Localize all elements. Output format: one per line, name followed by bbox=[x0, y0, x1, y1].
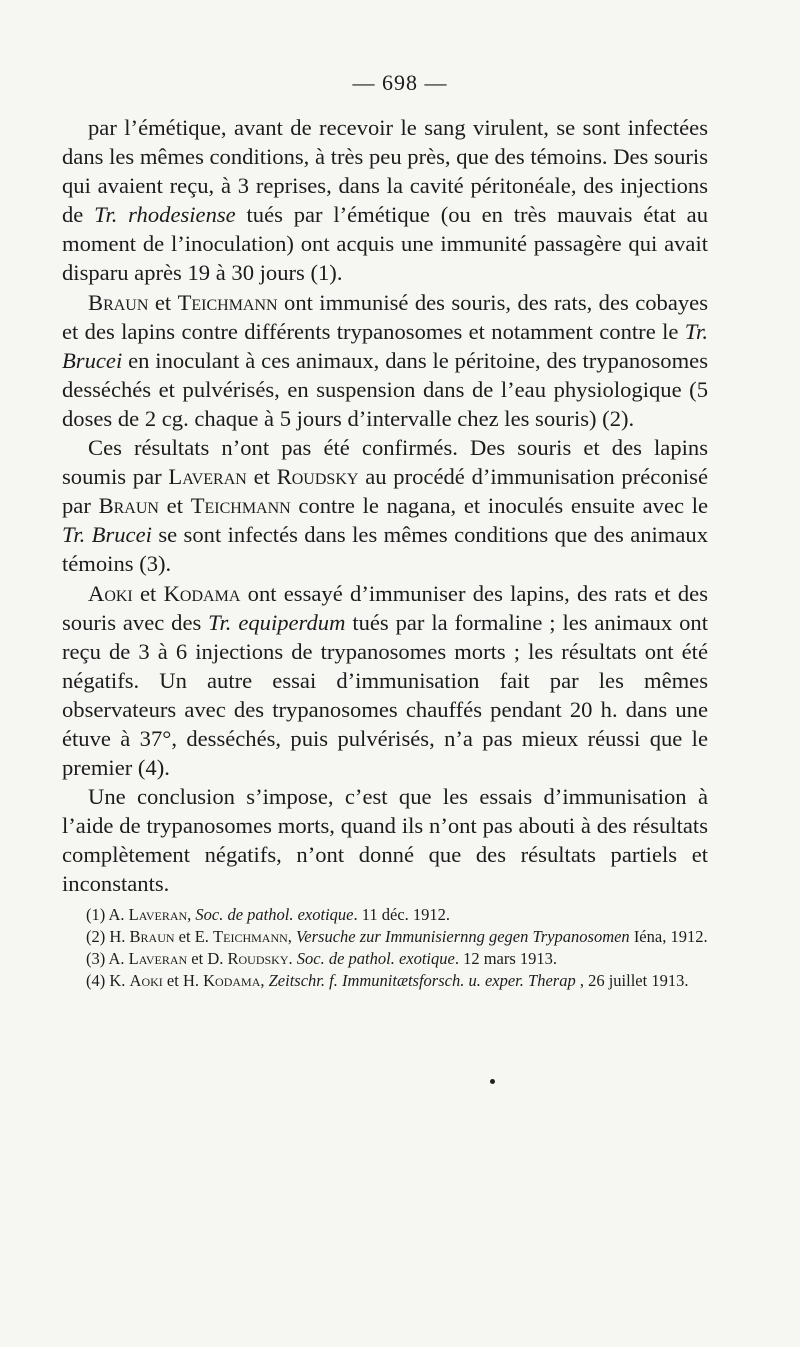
text-run: ont essayé d’immuniser des lapins, des rats et des souris avec des bbox=[62, 580, 708, 635]
footnotes bbox=[62, 904, 708, 992]
text-run: , bbox=[260, 971, 269, 990]
italic-text: Tr. rhodesiense bbox=[94, 202, 236, 228]
text-run: ont immunisé des souris, des rats, des cobayes et des lapins contre différents trypanosomes et notamment contre le bbox=[62, 289, 708, 344]
text-run: Ces résultats n’ont pas été confirmés. Des souris et des lapins soumis par bbox=[62, 435, 708, 490]
text-run: (4) K. bbox=[86, 971, 130, 990]
text-run: Iéna, 1912. bbox=[629, 927, 708, 946]
author-name: Teichmann bbox=[177, 289, 278, 315]
author-name: Kodama bbox=[163, 580, 241, 606]
footnote bbox=[62, 948, 708, 970]
author-name: Teichmann bbox=[190, 493, 291, 519]
text-run: . bbox=[288, 949, 297, 968]
footnote bbox=[62, 904, 708, 926]
italic-text: Soc. de pathol. exotique bbox=[195, 905, 354, 924]
italic-text: Tr. Brucei bbox=[62, 522, 152, 548]
paragraph bbox=[62, 113, 708, 288]
text-run: , bbox=[287, 927, 297, 946]
author-name: Roudsky bbox=[227, 949, 289, 968]
paragraph bbox=[62, 579, 708, 783]
author-name: Aoki bbox=[129, 971, 163, 990]
author-name: Laveran bbox=[128, 905, 188, 924]
text-run: au procédé d’immunisation préconisé par bbox=[62, 464, 708, 519]
text-run: et bbox=[246, 464, 277, 490]
text-run: et H. bbox=[162, 971, 204, 990]
text-run: et D. bbox=[187, 949, 228, 968]
text-run: et bbox=[148, 289, 178, 315]
text-run: Une conclusion s’impose, c’est que les essais d’immunisation à l’aide de trypanosomes morts, quand ils n’ont pas abouti à des résultats complètement négatifs, n’ont donné que des résultats partiels et inconstants. bbox=[62, 784, 708, 897]
text-run: (1) A. bbox=[86, 905, 129, 924]
italic-text: Soc. de pathol. exotique bbox=[296, 949, 455, 968]
author-name: Braun bbox=[129, 927, 175, 946]
author-name: Laveran bbox=[168, 464, 247, 490]
text-run: tués par la formaline ; les animaux ont reçu de 3 à 6 injections de trypanosomes morts ; les résultats ont été négatifs. Un autre essai d’immunisation fait par les mêmes observateurs avec des trypanosomes chauffés pendant 20 h. dans une étuve à 37°, desséchés, puis pulvérisés, n’a pas mieux réussi que le premier (4). bbox=[62, 609, 708, 781]
author-name: Laveran bbox=[128, 949, 188, 968]
author-name: Aoki bbox=[88, 580, 133, 606]
paragraph bbox=[62, 433, 708, 578]
italic-text: Tr. Brucei bbox=[62, 318, 708, 373]
author-name: Roudsky bbox=[276, 464, 359, 490]
footnote bbox=[62, 926, 708, 948]
text-run: , 26 juillet 1913. bbox=[575, 971, 689, 990]
text-run: se sont infectés dans les mêmes conditions que des animaux témoins (3). bbox=[62, 522, 708, 577]
text-run: (2) H. bbox=[86, 927, 130, 946]
author-name: Kodama bbox=[203, 971, 261, 990]
text-run: et bbox=[132, 580, 164, 606]
text-run: . 12 mars 1913. bbox=[454, 949, 558, 968]
paragraph bbox=[62, 782, 708, 898]
printed-dot-mark bbox=[490, 1079, 495, 1084]
text-run: contre le nagana, et inoculés ensuite avec le bbox=[290, 493, 709, 519]
text-run: . 11 déc. 1912. bbox=[353, 905, 451, 924]
text-run: et bbox=[158, 493, 191, 519]
text-run: par l’émétique, avant de recevoir le sang virulent, se sont infectées dans les mêmes conditions, à très peu près, que des témoins. Des souris qui avaient reçu, à 3 reprises, dans la cavité péritonéale, des injections de bbox=[62, 115, 708, 228]
italic-text: Zeitschr. f. Immunitætsforsch. u. exper. Therap bbox=[268, 971, 576, 990]
body-text bbox=[62, 113, 708, 899]
paragraph bbox=[62, 288, 708, 433]
author-name: Braun bbox=[88, 289, 149, 315]
italic-text: Tr. equiperdum bbox=[208, 609, 346, 635]
text-run: , bbox=[187, 905, 196, 924]
footnote bbox=[62, 970, 708, 992]
text-run: en inoculant à ces animaux, dans le péritoine, des trypanosomes desséchés et pulvérisés, en suspension dans de l’eau physiologique (5 doses de 2 cg. chaque à 5 jours d’intervalle chez les souris) (2). bbox=[62, 347, 708, 431]
text-run: et E. bbox=[174, 927, 214, 946]
italic-text: Versuche zur Immunisiernng gegen Trypanosomen bbox=[296, 927, 630, 946]
author-name: Braun bbox=[98, 493, 159, 519]
text-run: (3) A. bbox=[86, 949, 129, 968]
author-name: Teichmann bbox=[213, 927, 288, 946]
text-run: tués par l’émétique (ou en très mauvais état au moment de l’inoculation) ont acquis une immunité passagère qui avait disparu après 19 à 30 jours (1). bbox=[62, 202, 709, 286]
page-number: — 698 — bbox=[352, 70, 448, 95]
